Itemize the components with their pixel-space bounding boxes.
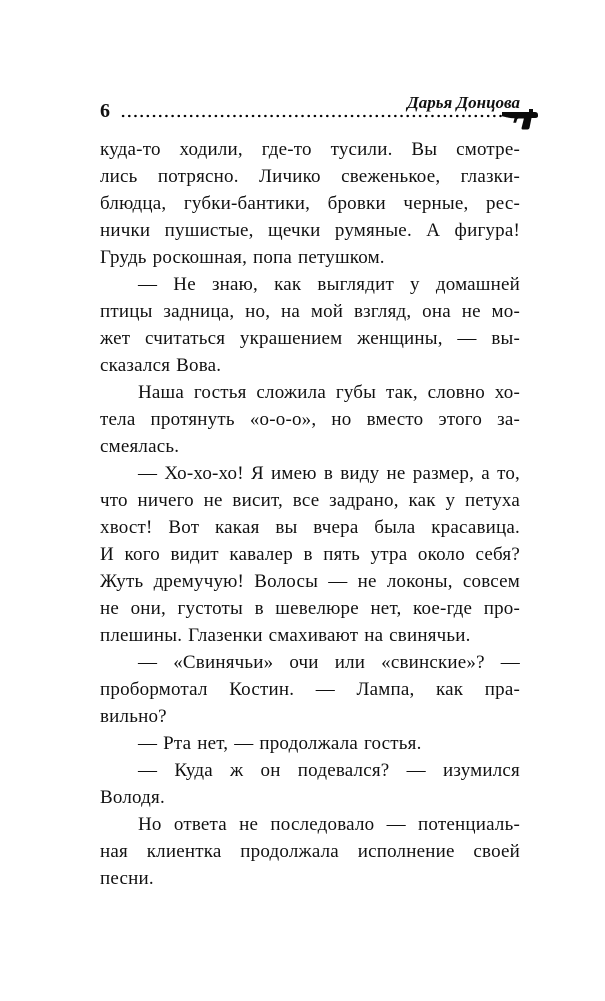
text-line: — «Свинячьи» очи или «свинские»? — [138, 652, 520, 673]
text-line: — Рта нет, — продолжала гостья. [138, 733, 422, 754]
text-line: песни. [100, 868, 154, 889]
text-line: не они, густоты в шевелюре нет, кое-где про- [100, 598, 520, 619]
pistol-icon [502, 108, 538, 130]
text-line: вильно? [100, 706, 167, 727]
text-line: нички пушистые, щечки румяные. А фигура! [100, 220, 520, 241]
text-line: пробормотал Костин. — Лампа, как пра- [100, 679, 520, 700]
text-line: куда-то ходили, где-то тусили. Вы смотре- [100, 139, 520, 160]
text-line: — Куда ж он подевался? — изумился [138, 760, 520, 781]
text-line: Жуть дремучую! Волосы — не локоны, совсем [100, 571, 520, 592]
text-line: лись потрясно. Личико свеженькое, глазки- [100, 166, 520, 187]
text-line: что ничего не висит, все задрано, как у петуха [100, 490, 520, 511]
text-line: И кого видит кавалер в пять утра около себя? [100, 544, 520, 565]
page-body [100, 136, 520, 892]
text-line: хвост! Вот какая вы вчера была красавица. [100, 517, 520, 538]
text-line: Но ответа не последовало — потенциаль- [138, 814, 520, 835]
text-line: — Хо-хо-хо! Я имею в виду не размер, а то, [138, 463, 520, 484]
text-line: — Не знаю, как выглядит у домашней [138, 274, 520, 295]
text-line: жет считаться украшением женщины, — вы- [100, 328, 520, 349]
text-line: плешины. Глазенки смахивают на свинячьи. [100, 625, 471, 646]
text-line: сказался Вова. [100, 355, 222, 376]
text-line: смеялась. [100, 436, 180, 457]
text-block [100, 90, 520, 892]
author-name: Дарья Донцова [401, 93, 520, 113]
text-line: птицы задница, но, на мой взгляд, она не мо- [100, 301, 520, 322]
text-line: Грудь роскошная, попа петушком. [100, 247, 385, 268]
text-line: Наша гостья сложила губы так, словно хо- [138, 382, 520, 403]
running-head [100, 90, 520, 120]
text-line: ная клиентка продолжала исполнение своей [100, 841, 520, 862]
text-line: Володя. [100, 787, 165, 808]
text-line: тела протянуть «о-о-о», но вместо этого за- [100, 409, 520, 430]
text-line: блюдца, губки-бантики, бровки черные, рес- [100, 193, 520, 214]
page-number: 6 [100, 100, 110, 122]
header-dotted-rule [120, 114, 516, 118]
